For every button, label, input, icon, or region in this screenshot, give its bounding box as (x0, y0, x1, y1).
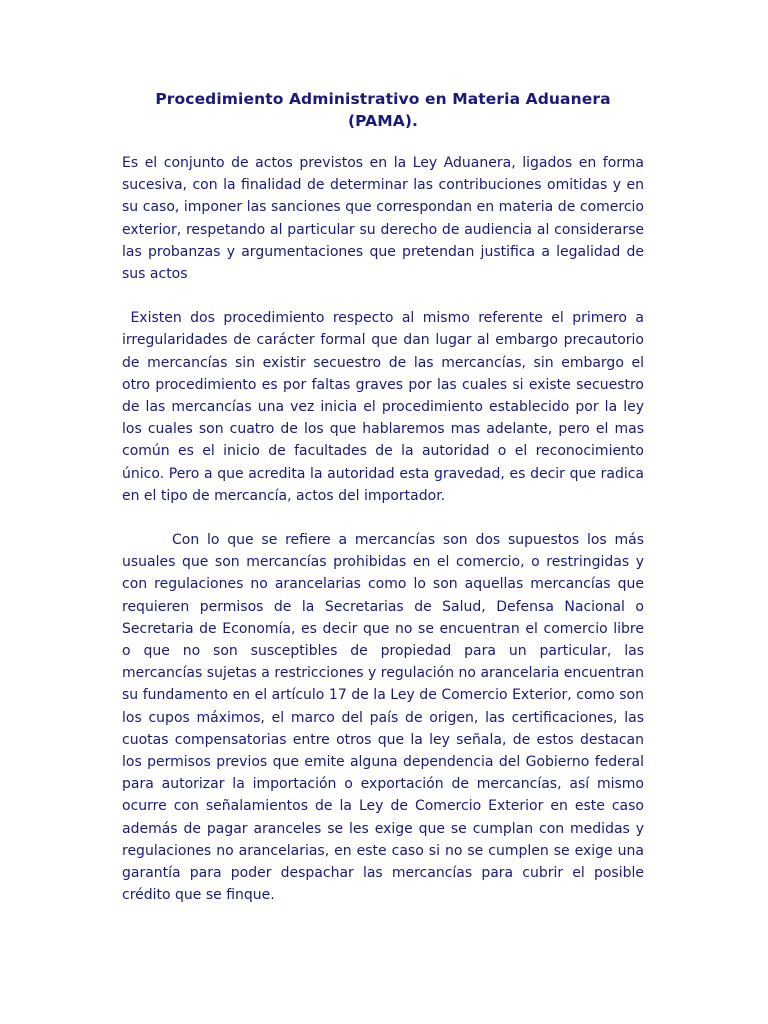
paragraph-merchandise: Con lo que se refiere a mercancías son dos supuestos los más usuales que son mercancías prohibidas en el comercio, o restringidas y con regulaciones no arancelarias como lo son aquellas mercancías que requieren permisos de la Secretarias de Salud, Defensa Nacional o Secretaria de Economía, es decir que no se encuentran el comercio libre o que no son susceptibles de propiedad para un particular, las mercancías sujetas a restricciones y regulación no arancelaria encuentran su fundamento en el artículo 17 de la Ley de Comercio Exterior, como son los cupos máximos, el marco del país de origen, las certificaciones, las cuotas compensatorias entre otros que la ley señala, de estos destacan los permisos previos que emite alguna dependencia del Gobierno federal para autorizar la importación o exportación de mercancías, así mismo ocurre con señalamientos de la Ley de Comercio Exterior en este caso además de pagar aranceles se les exige que se cumplan con medidas y regulaciones no arancelarias, en este caso si no se cumplen se exige una garantía para poder despachar las mercancías para cubrir el posible crédito que se finque. (122, 532, 644, 904)
document-body (122, 88, 649, 929)
paragraph-definition: Es el conjunto de actos previstos en la Ley Aduanera, ligados en forma sucesiva, con la finalidad de determinar las contribuciones omitidas y en su caso, imponer las sanciones que correspondan en materia de comercio exterior, respetando al particular su derecho de audiencia al considerarse las probanzas y argumentaciones que pretendan justifica a legalidad de sus actos (122, 155, 649, 283)
paragraph-procedures: Existen dos procedimiento respecto al mismo referente el primero a irregularidades de carácter formal que dan lugar al embargo precautorio de mercancías sin existir secuestro de las mercancías, sin embargo el otro procedimiento es por faltas graves por las cuales si existe secuestro de las mercancías una vez inicia el procedimiento establecido por la ley los cuales son cuatro de los que hablaremos mas adelante, pero el mas común es el inicio de facultades de la autoridad o el reconocimiento único. Pero a que acredita la autoridad esta gravedad, es decir que radica en el tipo de mercancía, actos del importador. (122, 310, 649, 504)
document-title: Procedimiento Administrativo en Materia Aduanera (PAMA). (155, 90, 611, 130)
